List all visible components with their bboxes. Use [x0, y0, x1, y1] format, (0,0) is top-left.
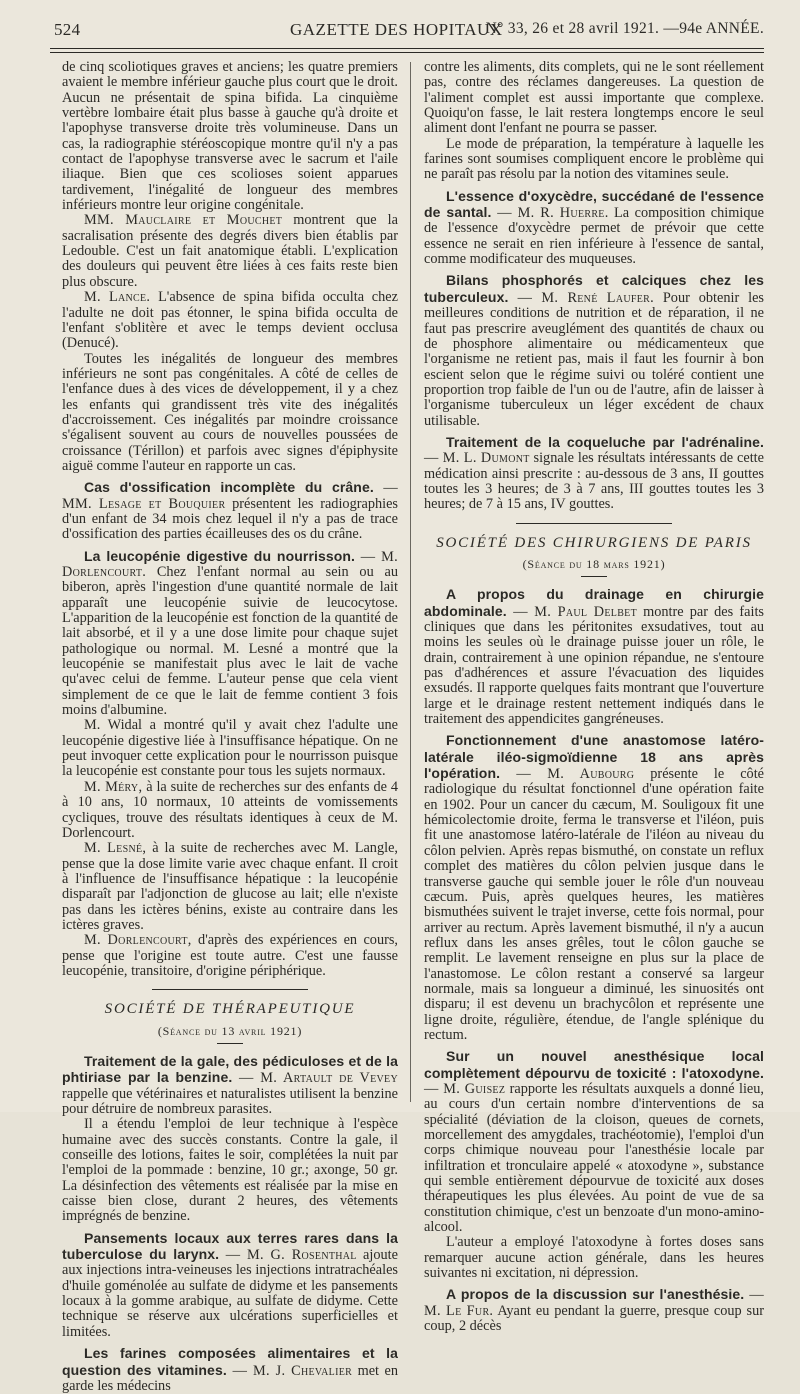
author-names: — M. R. Huerre. [491, 205, 609, 222]
section-heading: Traitement de la coqueluche par l'adrénaline. [446, 433, 764, 450]
section-heading: A propos de la discussion sur l'anesthésie. [446, 1286, 745, 1303]
paragraph-text: montrent que la sacralisation présente des degrés divers bien établis par Ledouble. C'est un fait anatomique établi. L'explication des douleurs qui peuvent être liées à ces faits reste bien plus obscure. [62, 212, 398, 290]
author-names: — M. Dorlencourt. [62, 548, 398, 580]
section-heading: Pansements locaux aux terres rares dans la tuberculose du larynx. [62, 1229, 398, 1263]
page-number: 524 [54, 20, 81, 39]
paragraph [62, 1346, 398, 1394]
right-column [424, 60, 764, 1334]
paragraph [62, 1231, 398, 1340]
author-names: — M. J. Chevalier [226, 1362, 353, 1379]
paragraph [424, 435, 764, 513]
paragraph: contre les aliments, dits complets, qui ne le sont réellement pas, contre des réclames dangereuses. La question de l'aliment complet est aussi importante que complexe. Quoiqu'on fasse, le lait restera longtemps encore le seul aliment dont l'enfant ne pourra se passer. [424, 59, 764, 137]
paragraph-text: Chez l'enfant normal au sein ou au biberon, après l'ingestion d'une quantité normale de lait apparaît une leucopénie suivie de leucocytose. L'apparition de la leucopénie est fonction de la quantité de lait absorbé, et il y a une dose limite pour chaque sujet pathologique ou normal. M. Lesné a montré que la leucopénie se manifestait plus avec le lait de vache qu'avec celui de femme. L'auteur pense que cela vient simplement de ce que le lait de femme contient 3 fois moins d'albumine. [62, 564, 398, 719]
session-date: (Séance du 18 mars 1921) [522, 556, 666, 571]
author-names: — M. Guisez [424, 1080, 506, 1097]
session-date: (Séance du 13 avril 1921) [157, 1023, 303, 1038]
paragraph-text: à la suite de recherches sur des enfants de 4 à 10 ans, 10 normaux, 10 atteints de vomissements cycliques, trouve des résultats identiques à ceux de M. Dorlencourt. [62, 778, 398, 841]
paragraph-text: La composition chimique de l'essence d'oxycèdre permet de prévoir que cette essence ne serait en rien inférieure à l'essence de santal, comme modificateur des muqueuses. [424, 205, 764, 268]
paragraph [62, 290, 398, 351]
paragraph [424, 273, 764, 428]
section-heading: Fonctionnement d'une anastomose latéro-latérale iléo-sigmoïdienne 18 ans après l'opération. [424, 732, 764, 782]
section-heading: Les farines composées alimentaires et la question des vitamines. [62, 1345, 398, 1378]
header-rule-top [50, 48, 764, 49]
paragraph-text: présentent les radiographies d'un enfant de 34 mois chez lequel il n'y a pas de trace d'ossification des parties écailleuses des os du crâne. [62, 495, 399, 543]
author-names: M. Lance. [84, 289, 151, 306]
section-heading: Bilans phosphorés et calciques chez les tuberculeux. [424, 272, 764, 305]
author-names: M. Méry, [84, 778, 143, 795]
short-rule [217, 1043, 243, 1044]
section-heading: Traitement de la gale, des pédiculoses et de la phtiriase par la benzine. [62, 1052, 398, 1086]
paragraph [424, 1049, 764, 1235]
paragraph-text: à la suite de recherches avec M. Langle, pense que la dose limite varie avec chaque enfant. Il croit à l'influence de l'insuffisance hépatique : la leucopénie disparaît par l'adjonction de glucose au lait; elle n'existe pas dans les ictères bénins, existe au contraire dans les ictères graves. [62, 840, 398, 933]
section-heading: Sur un nouvel anesthésique local complètement dépourvu de toxicité : l'atoxodyne. [424, 1048, 764, 1081]
paragraph [424, 587, 764, 727]
paragraph-text: signale les résultats intéressants de cette médication ainsi prescrite : au-dessous de 3 ans, II gouttes toutes les 3 heures; de 3 à 7 ans, III gouttes toutes les 3 heures; de 7 à 15 ans, IV gouttes. [424, 450, 764, 513]
section-rule [152, 989, 308, 990]
society-title: SOCIÉTÉ DE THÉRAPEUTIQUE [104, 1001, 356, 1018]
paragraph-text: L'absence de spina bifida occulta chez l'adulte ne doit pas étonner, le spina bifida occulta de l'enfant s'oblitère et avec le temps devient occlusa (Denucé). [62, 289, 398, 352]
paragraph: Le mode de préparation, la température à laquelle les farines sont soumises compliquent encore le problème qui ne paraît pas résolu par la notion des vitamines seule. [424, 135, 764, 183]
paragraph [62, 213, 398, 290]
paragraph: M. Widal a montré qu'il y avait chez l'adulte une leucopénie digestive liée à l'insuffisance hépatique. On ne peut invoquer cette explication pour le nourrisson puisque la leucopénie est constante pour tous les sujets normaux. [62, 717, 398, 780]
section-heading: L'essence d'oxycèdre, succédané de l'essence de santal. [424, 187, 764, 221]
paragraph-text: d'après des expériences en cours, pense que l'origine est toute autre. C'est une fausse leucopénie, transitoire, d'origine périphérique. [62, 932, 398, 979]
short-rule [581, 576, 607, 577]
paragraph: L'auteur a employé l'atoxodyne à fortes doses sans remarquer aucune action générale, dans les heures suivantes ni excitation, ni dépression. [424, 1234, 764, 1282]
paragraph: Toutes les inégalités de longueur des membres inférieurs ne sont pas congénitales. A côté de celles de l'enfance dues à des vices de développement, il y a chez les enfants qui grandissent très vite des inégalités d'accroissement. Ces inégalités par moindre croissance s'égalisent souvent au cours de nouvelles poussées de croissance (Térillon) et parfois avec signes d'épiphysite aiguë comme l'auteur en rapporte un cas. [62, 350, 398, 474]
paragraph: de cinq scoliotiques graves et anciens; les quatre premiers avaient le membre inférieur gauche plus court que le droit. Aucun ne présentait de spina bifida. La cinquième vertèbre lombaire était plus basse à gauche qu'à droite et l'apophyse transverse droite très volumineuse. Dans un cas, la radiographie stéréoscopique montre qu'il n'y a pas contact de l'apophyse transverse avec le sacrum et l'aile iliaque. Bien que ces scolioses soient apparues tardivement, l'inégalité de longueur des membres inférieurs montre leur origine congénitale. [62, 59, 398, 214]
left-column [62, 60, 398, 1394]
paragraph-text: met en garde les médecins [62, 1362, 398, 1394]
author-names: — M. René Laufer. [508, 289, 654, 306]
section-heading: La leucopénie digestive du nourrisson. [84, 547, 356, 564]
paragraph [62, 841, 398, 933]
author-names: M. Lesné, [84, 840, 147, 857]
header-rule-bottom [50, 52, 764, 53]
author-names: — M. Le Fur. [424, 1287, 764, 1319]
paragraph [62, 933, 398, 979]
paragraph-text: rappelle que vétérinaires et naturalistes utilisent la benzine pour détruire de nombreux parasites. [62, 1085, 398, 1117]
paragraph [424, 1287, 764, 1334]
author-names: M. Dorlencourt, [84, 932, 192, 949]
paragraph [424, 189, 764, 268]
paragraph [62, 549, 398, 719]
section-heading: Cas d'ossification incomplète du crâne. [84, 479, 374, 496]
paragraph: Il a étendu l'emploi de leur technique à l'espèce humaine avec des succès constants. Contre la gale, il conseille des lotions, faites le soir, complétées la nuit par l'emploi de la pommade : benzine, 10 gr.; axonge, 50 gr. La désinfection des vêtements est réalisée par la mise en caisse bien close, durant 2 heures, des vêtements imprégnés de benzine. [62, 1116, 398, 1225]
issue-info: N° 33, 26 et 28 avril 1921. —94e ANNÉE. [485, 20, 764, 37]
paragraph [62, 480, 398, 542]
author-names: — M. G. Rosenthal [219, 1247, 357, 1264]
author-names: — M. L. Dumont [424, 450, 530, 467]
journal-title: GAZETTE DES HOPITAUX [290, 20, 503, 39]
author-names: — MM. Lesage et Bouquier [62, 480, 398, 512]
section-rule [516, 523, 672, 524]
paragraph-text: rapporte les résultats auxquels a donné lieu, au cours d'un certain nombre d'interventions de sa spécialité (déviation de la cloison, queues de cornets, morcellement des amygdales, trachéotomie), l'emploi d'un corps chimique nouveau pour l'anesthésie locale par infiltration et tronculaire appelé « atoxodyne », substance qui semble entièrement dépourvue de toxicité aux doses thérapeutiques les plus élevées. Au point de vue de sa constitution chimique, c'est un benzoate d'un mono-amino-alcool. [424, 1080, 765, 1236]
paragraph-text: ajoute aux injections intra-veineuses les injections intratrachéales d'huile goménolée au sulfate de didyme et les pansements locaux à la gomme arabique, au sulfate de didyme. Cette technique se réserve aux ulcérations superficielles et limitées. [62, 1247, 398, 1340]
paragraph-text: Pour obtenir les meilleures conditions de nutrition et de réparation, il ne faut pas prescrire aveuglément des quantités de chaux ou de phosphore alimentaire ou médicamenteux que l'organisme ne retient pas, mais il faut les fournir à bon escient selon que le régime suivi ou toléré contient une proportion trop faible de l'un ou de l'autre, afin de laisser à l'organisme tuberculeux un léger excédent de chaux utilisable. [424, 289, 764, 429]
society-title: SOCIÉTÉ DES CHIRURGIENS DE PARIS [436, 534, 752, 551]
paragraph-text: Ayant eu pendant la guerre, presque coup sur coup, 2 décès [424, 1302, 764, 1335]
paragraph [424, 733, 764, 1043]
author-names: — M. Aubourg [500, 766, 635, 783]
paragraph-text: montre par des faits cliniques que dans les péritonites exsudatives, tout au moins les seules où le drainage puisse jouer un rôle, le drain, contrairement à une opinion répandue, ne s'entoure pas d'adhérences et assure l'évacuation des liquides exsudés. Il rapporte quelques faits montrant que l'ouverture large et le drainage restent nettement indiqués dans le traitement des appendicites gangréneuses. [424, 603, 764, 728]
author-names: — M. Paul Delbet [506, 603, 637, 620]
column-separator [410, 62, 411, 1102]
paragraph [62, 1054, 398, 1117]
section-heading: A propos du drainage en chirurgie abdominale. [424, 586, 764, 619]
paragraph [62, 780, 398, 841]
page-header [48, 18, 764, 44]
author-names: MM. Mauclaire et Mouchet [84, 212, 283, 229]
paragraph-text: présente le côté radiologique du résultat fonctionnel d'une opération faite en 1902. Pour un cancer du cæcum, M. Souligoux fit une hémicolectomie droite, ferma le transverse et l'iléon, puis fit une anastomose latéro-latérale de l'iléon au niveau du côlon pelvien. Après repas bismuthé, on constate un reflux complet des matières du côlon pelvien jusque dans le transverse gauche qui semble jouer le rôle d'un nouveau cæcum. Puis, après quelques heures, les matières bismuthées suivent le trajet inverse, cette fois normal, pour arriver au rectum. Après lavement bismuthé, il n'y a aucun reflux dans les anses grêles, tout le côlon gauche se remplit. Le lavement renseigne en plus sur la place de l'anastomose. Le côlon restant a conservé sa largeur normale, mais sa longueur a diminué, les sinuosités ont disparu; il est devenu un brachycôlon et représente une ligne droite, régulière, étendue, de l'angle splénique du rectum. [424, 766, 765, 1043]
author-names: — M. Artault de Vevey [232, 1070, 398, 1087]
